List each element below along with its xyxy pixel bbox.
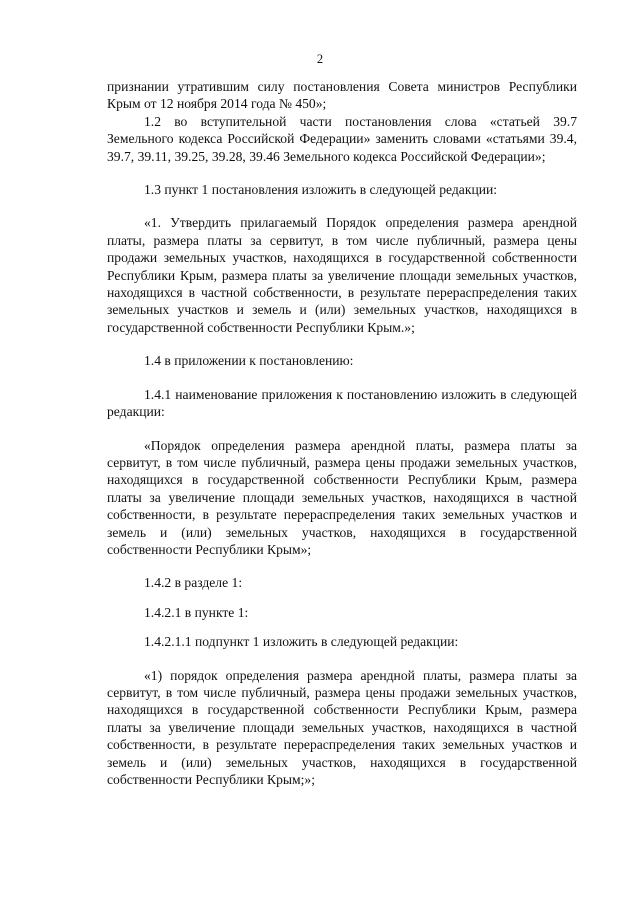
paragraph-1-2: 1.2 во вступительной части постановления слова «статьей 39.7 Земельного кодекса Российской Федерации» заменить словами «статьями 39.4, 39.7, 39.11, 39.25, 39.28, 39.46 Земельного кодекса Российской Федерации»;	[107, 113, 577, 164]
paragraph-1-4-2: 1.4.2 в разделе 1:	[144, 575, 243, 591]
paragraph-1-4: 1.4 в приложении к постановлению:	[144, 353, 354, 369]
document-body	[107, 78, 577, 788]
paragraph-1-3: 1.3 пункт 1 постановления изложить в следующей редакции:	[144, 182, 498, 198]
paragraph-continuation: признании утратившим силу постановления Совета министров Республики Крым от 12 ноября 2014 года № 450»;	[107, 79, 577, 112]
paragraph-quote-item-1: «1. Утвердить прилагаемый Порядок определения размера арендной платы, размера платы за сервитут, в том числе публичный, размера цены продажи земельных участков, находящихся в государственной собственности Республики Крым, размера платы за увеличение площади земельных участков, находящихся в частной собственности, в результате перераспределения таких земельных участков и земель и (или) земельных участков, находящихся в государственной собственности Республики Крым.»;	[107, 215, 577, 335]
page-number: 2	[316, 52, 324, 66]
paragraph-1-4-1: 1.4.1 наименование приложения к постановлению изложить в следующей редакции:	[107, 386, 577, 420]
paragraph-1-4-2-1-1: 1.4.2.1.1 подпункт 1 изложить в следующей редакции:	[144, 634, 459, 650]
paragraph-1-4-2-1: 1.4.2.1 в пункте 1:	[144, 604, 249, 620]
paragraph-quote-appendix-title: «Порядок определения размера арендной платы, размера платы за сервитут, в том числе публичный, размера цены продажи земельных участков, находящихся в государственной собственности Республики Крым, размера платы за увеличение площади земельных участков, находящихся в частной собственности, в результате перераспределения таких земельных участков и земель и (или) земельных участков, находящихся в государственной собственности Республики Крым»;	[107, 437, 577, 557]
paragraph-quote-subitem-1: «1) порядок определения размера арендной платы, размера платы за сервитут, в том числе публичный, размера цены продажи земельных участков, находящихся в государственной собственности Республики Крым, размера платы за увеличение площади земельных участков, находящихся в частной собственности, в результате перераспределения таких земельных участков и земель и (или) земельных участков, находящихся в государственной собственности Республики Крым;»;	[107, 667, 577, 787]
